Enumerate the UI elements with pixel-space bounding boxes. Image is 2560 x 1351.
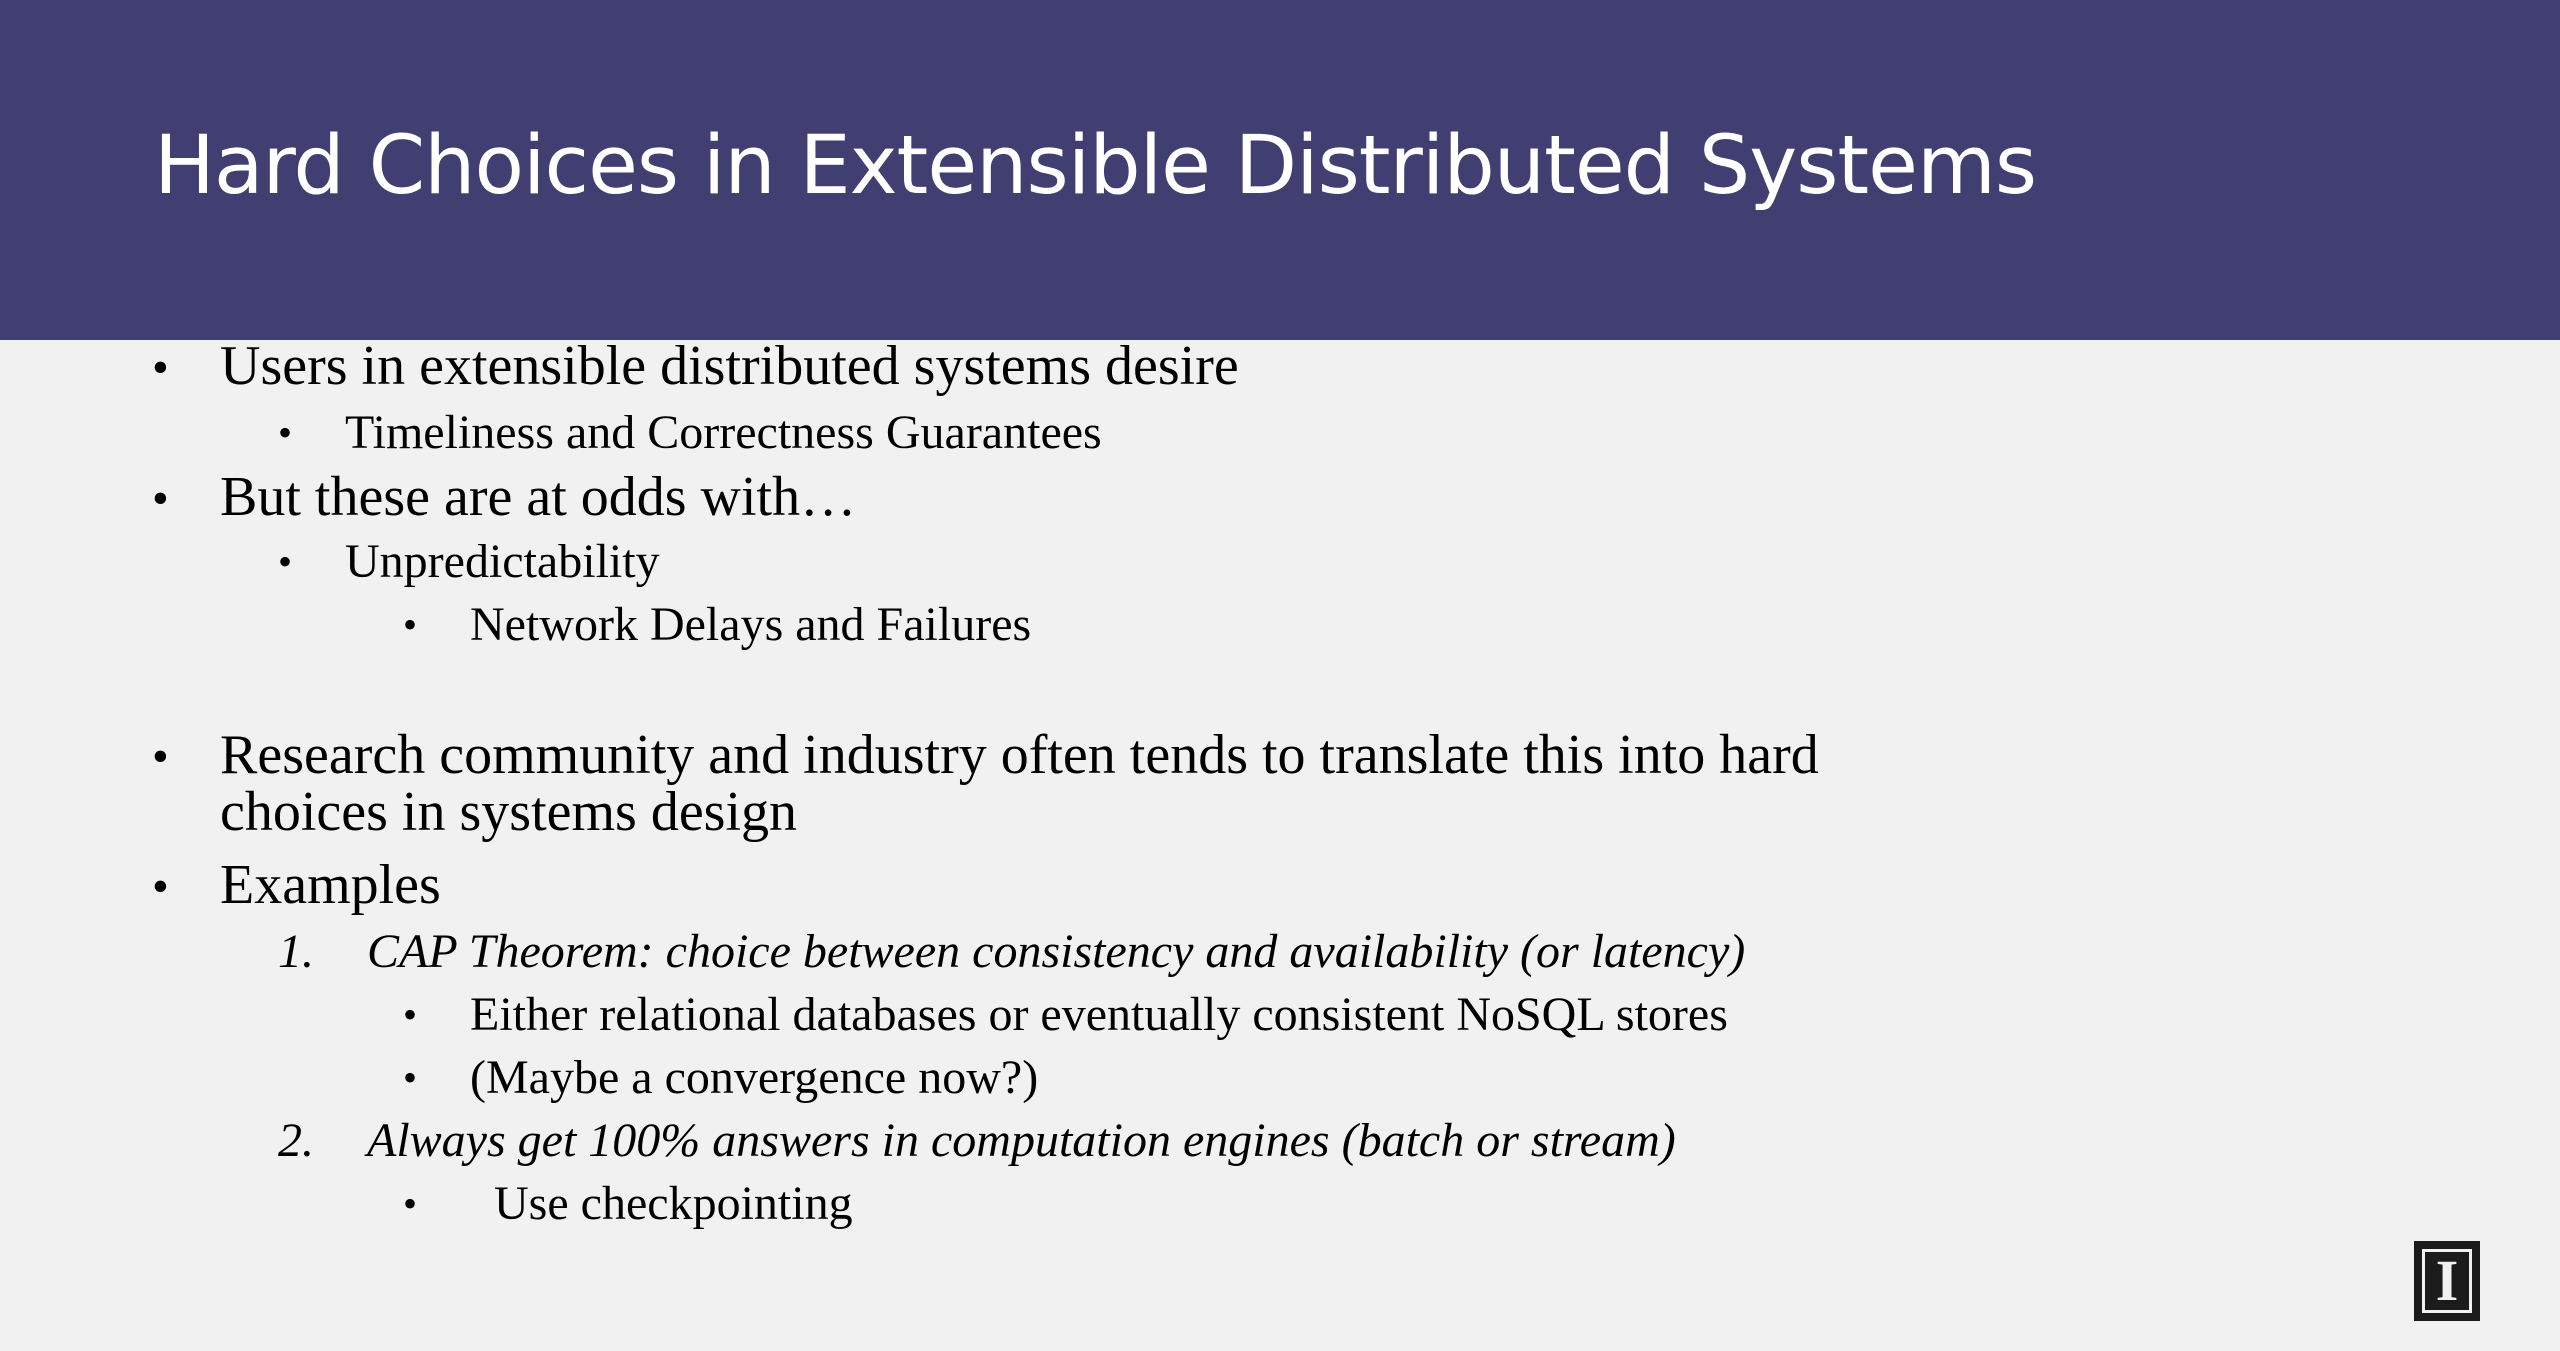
- numbered-text: Always get 100% answers in computation engines (batch or stream): [367, 1114, 1676, 1167]
- bullet-icon: •: [278, 539, 293, 584]
- university-logo-icon: [2414, 1241, 2480, 1321]
- bullet-icon: •: [278, 410, 293, 455]
- bullet-text: Either relational databases or eventually consistent NoSQL stores: [470, 988, 1728, 1041]
- bullet-icon: •: [152, 341, 169, 394]
- numbered-text: CAP Theorem: choice between consistency and availability (or latency): [367, 925, 1746, 978]
- bullet-text: Examples: [220, 854, 441, 916]
- bullet-text: But these are at odds with…: [220, 466, 857, 528]
- logo-letter: I: [2435, 1248, 2459, 1313]
- bullet-icon: •: [152, 730, 169, 783]
- bullet-text: Use checkpointing: [494, 1177, 853, 1230]
- bullet-text-continued: choices in systems design: [220, 781, 798, 843]
- bullet-icon: •: [152, 860, 169, 913]
- list-number: 1.: [278, 925, 314, 978]
- bullet-text: Research community and industry often tends to translate this into hard: [220, 724, 1819, 786]
- slide-title: Hard Choices in Extensible Distributed Systems: [154, 119, 2037, 213]
- bullet-text: Users in extensible distributed systems desire: [220, 335, 1239, 397]
- bullet-icon: •: [152, 472, 169, 525]
- bullet-text: (Maybe a convergence now?): [470, 1051, 1039, 1104]
- bullet-text: Unpredictability: [345, 535, 660, 588]
- bullet-text: Network Delays and Failures: [470, 598, 1032, 651]
- bullet-icon: •: [403, 602, 418, 647]
- bullet-icon: •: [403, 1055, 418, 1100]
- bullet-text: Timeliness and Correctness Guarantees: [345, 406, 1102, 459]
- bullet-icon: •: [403, 1181, 418, 1226]
- title-banner: [0, 0, 2560, 340]
- bullet-icon: •: [403, 992, 418, 1037]
- list-number: 2.: [278, 1114, 314, 1167]
